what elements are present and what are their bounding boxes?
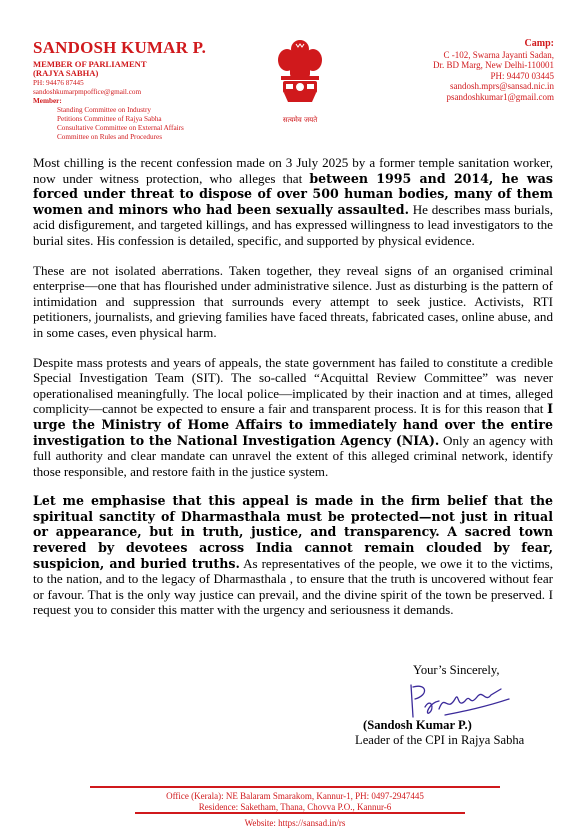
footer-office: Office (Kerala): NE Balaram Smarakom, Kannur-1, PH: 0497-2947445: [166, 791, 424, 801]
sender-title: MEMBER OF PARLIAMENT: [33, 58, 147, 69]
camp-phone: PH: 94470 03445: [490, 70, 554, 81]
letter-body: [33, 155, 553, 632]
paragraph: Let me emphasise that this appeal is made in the firm belief that the spiritual sanctity of Dharmasthala must be protected—not just in ritual or appearance, but in truth, justice, and transparency. A sacred town revered by devotees across India cannot remain clouded by fear, suspicion, and buried truths. As representatives of the people, we owe it to the victims, to the nation, and to the legacy of Dharmasthala , to ensure that the truth is uncovered without fear or favour. That is the only way justice can prevail, and the divine spirit of the town be preserved. I request you to consider this matter with the urgency and seriousness it demands.: [33, 493, 553, 618]
sender-name: SANDOSH KUMAR P.: [33, 38, 207, 57]
national-emblem: [272, 36, 328, 136]
footer-website[interactable]: Website: https://sansad.in/rs: [244, 818, 346, 828]
footer-residence: Residence: Saketham, Thana, Chovva P.O., Kannur-6: [198, 802, 392, 812]
committee-item: Petitions Committee of Rajya Sabha: [57, 114, 162, 123]
camp-email: psandoshkumar1@gmail.com: [446, 91, 554, 102]
footer-divider: [135, 812, 465, 814]
footer: [90, 791, 500, 813]
paragraph: These are not isolated aberrations. Taken together, they reveal signs of an organised criminal enterprise—one that has flourished under administrative silence. Just as disturbing is the pattern of intimidation and suppression that surrounds every attempt to seek justice. Activists, RTI petitioners, journalists, and grieving families have faced threats, fabricated cases, online abuse, and in some cases, even physical harm.: [33, 262, 553, 340]
member-label: Member:: [33, 97, 62, 106]
camp-address-line: C -102, Swarna Jayanti Sadan,: [443, 49, 554, 60]
emphasis-text: I urge the Ministry of Home Affairs to immediately hand over the entire investigation to the National Investigation Agency (NIA).: [33, 401, 553, 448]
emblem-motto: सत्यमेव जयते: [282, 116, 318, 124]
signoff-block: [355, 663, 555, 748]
emphasis-text: Let me emphasise that this appeal is made in the firm belief that the spiritual sanctity of Dharmasthala must be protected—not just in ritual or appearance, but in truth, justice, and transparency. A sacred town revered by devotees across India cannot remain clouded by fear, suspicion, and buried truths.: [33, 493, 553, 571]
sender-phone: PH: 94476 87445: [33, 79, 84, 88]
paragraph: Most chilling is the recent confession made on 3 July 2025 by a former temple sanitation worker, now under witness protection, who alleges that between 1995 and 2014, he was forced under threat to dispose of over 500 human bodies, many of them women and minors who had been sexually assaulted. He describes mass burials, acid disfigurement, and targeted killings, and has expressed willingness to lead investigators to the burial sites. His confession is detailed, specific, and supported by physical evidence.: [33, 155, 553, 248]
signatory-role: Leader of the CPI in Rajya Sabha: [355, 733, 525, 747]
footer-divider: [90, 786, 500, 788]
letterhead-right: [433, 38, 554, 102]
camp-label: Camp:: [524, 38, 554, 49]
sender-email: sandoshkumarpmpoffice@gmail.com: [33, 88, 142, 97]
sender-house: (RAJYA SABHA): [33, 68, 99, 79]
committee-item: Standing Committee on Industry: [57, 105, 152, 114]
signatory-name: (Sandosh Kumar P.): [363, 718, 472, 732]
closing: Your’s Sincerely,: [413, 663, 500, 677]
committee-item: Committee on Rules and Procedures: [57, 132, 162, 141]
emphasis-text: between 1995 and 2014, he was forced under threat to dispose of over 500 human bodies, many of them women and minors who had been sexually assaulted.: [33, 170, 553, 217]
committee-list: [57, 106, 273, 142]
handwritten-signature: [405, 679, 525, 721]
paragraph: Despite mass protests and years of appeals, the state government has failed to constitute a credible Special Investigation Team (SIT). The so-called “Acquittal Review Committee” was never operationalised meaningfully. The local police—implicated by their inaction and at times, alleged complicity—cannot be expected to ensure a fair and transparent process. It is for this reason that I urge the Ministry of Home Affairs to immediately hand over the entire investigation to the National Investigation Agency (NIA). Only an agency with full authority and clear mandate can unravel the extent of this alleged criminal network, identify those responsible, and restore faith in the justice system.: [33, 354, 553, 479]
committee-item: Consultative Committee on External Affairs: [57, 123, 184, 132]
camp-email: sandosh.mprs@sansad.nic.in: [449, 81, 554, 92]
letterhead-left: [33, 38, 273, 142]
lion-capital-icon: [272, 36, 328, 116]
camp-address-line: Dr. BD Marg, New Delhi-110001: [433, 60, 554, 71]
